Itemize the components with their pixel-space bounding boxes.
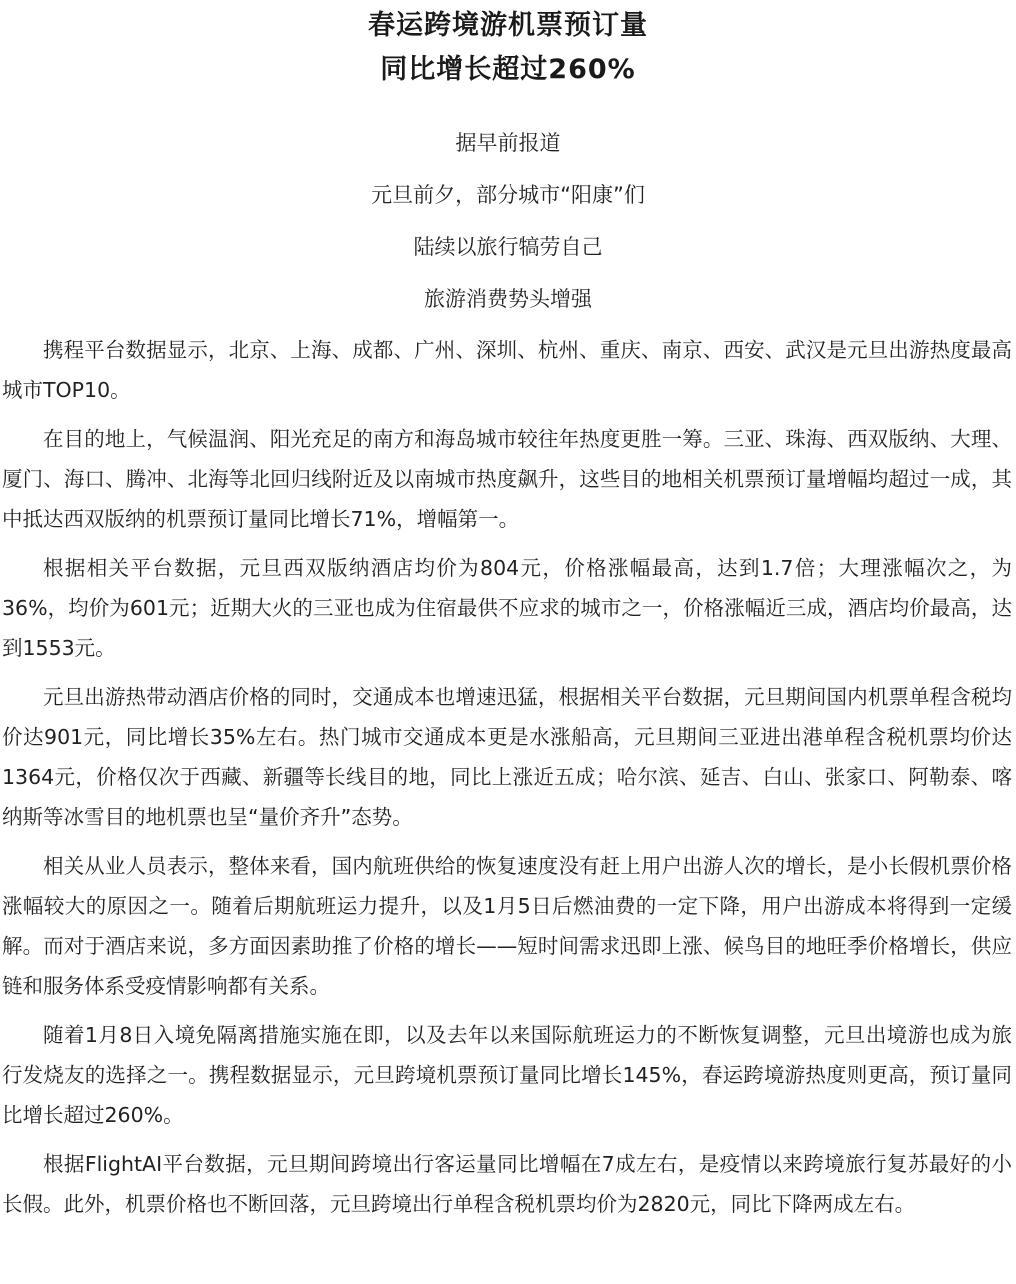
article-body xyxy=(0,330,1016,1224)
intro-line: 陆续以旅行犒劳自己 xyxy=(413,235,603,259)
body-paragraph: 相关从业人员表示，整体来看，国内航班供给的恢复速度没有赶上用户出游人次的增长，是小长假机票价格涨幅较大的原因之一。随着后期航班运力提升，以及1月5日后燃油费的一定下降，用户出游成本将得到一定缓解。而对于酒店来说，多方面因素助推了价格的增长——短时间需求迅即上涨、候鸟目的地旺季价格增长，供应链和服务体系受疫情影响都有关系。 xyxy=(2,854,1012,998)
body-paragraph: 根据FlightAI平台数据，元旦期间跨境出行客运量同比增幅在7成左右，是疫情以来跨境旅行复苏最好的小长假。此外，机票价格也不断回落，元旦跨境出行单程含税机票均价为2820元，同比下降两成左右。 xyxy=(2,1152,1012,1216)
intro-line: 元旦前夕，部分城市“阳康”们 xyxy=(371,183,645,207)
body-paragraph: 元旦出游热带动酒店价格的同时，交通成本也增速迅猛，根据相关平台数据，元旦期间国内机票单程含税均价达901元，同比增长35%左右。热门城市交通成本更是水涨船高，元旦期间三亚进出港单程含税机票均价达1364元，价格仅次于西藏、新疆等长线目的地，同比上涨近五成；哈尔滨、延吉、白山、张家口、阿勒泰、喀纳斯等冰雪目的地机票也呈“量价齐升”态势。 xyxy=(2,685,1012,829)
body-paragraph: 在目的地上，气候温润、阳光充足的南方和海岛城市较往年热度更胜一筹。三亚、珠海、西双版纳、大理、厦门、海口、腾冲、北海等北回归线附近及以南城市热度飙升，这些目的地相关机票预订量增幅均超过一成，其中抵达西双版纳的机票预订量同比增长71%，增幅第一。 xyxy=(2,427,1012,531)
body-paragraph: 随着1月8日入境免隔离措施实施在即，以及去年以来国际航班运力的不断恢复调整，元旦出境游也成为旅行发烧友的选择之一。携程数据显示，元旦跨境机票预订量同比增长145%，春运跨境游热度则更高，预订量同比增长超过260%。 xyxy=(2,1023,1012,1127)
intro-block xyxy=(0,130,1016,312)
body-paragraph: 携程平台数据显示，北京、上海、成都、广州、深圳、杭州、重庆、南京、西安、武汉是元旦出游热度最高城市TOP10。 xyxy=(2,338,1012,402)
article-title xyxy=(0,0,1016,92)
intro-line: 据早前报道 xyxy=(455,131,561,155)
intro-line: 旅游消费势头增强 xyxy=(424,287,592,311)
title-line-2: 同比增长超过260% xyxy=(380,54,636,85)
body-paragraph: 根据相关平台数据，元旦西双版纳酒店均价为804元，价格涨幅最高，达到1.7倍；大理涨幅次之，为36%，均价为601元；近期大火的三亚也成为住宿最供不应求的城市之一，价格涨幅近三成，酒店均价最高，达到1553元。 xyxy=(2,556,1012,660)
title-line-1: 春运跨境游机票预订量 xyxy=(368,10,648,41)
